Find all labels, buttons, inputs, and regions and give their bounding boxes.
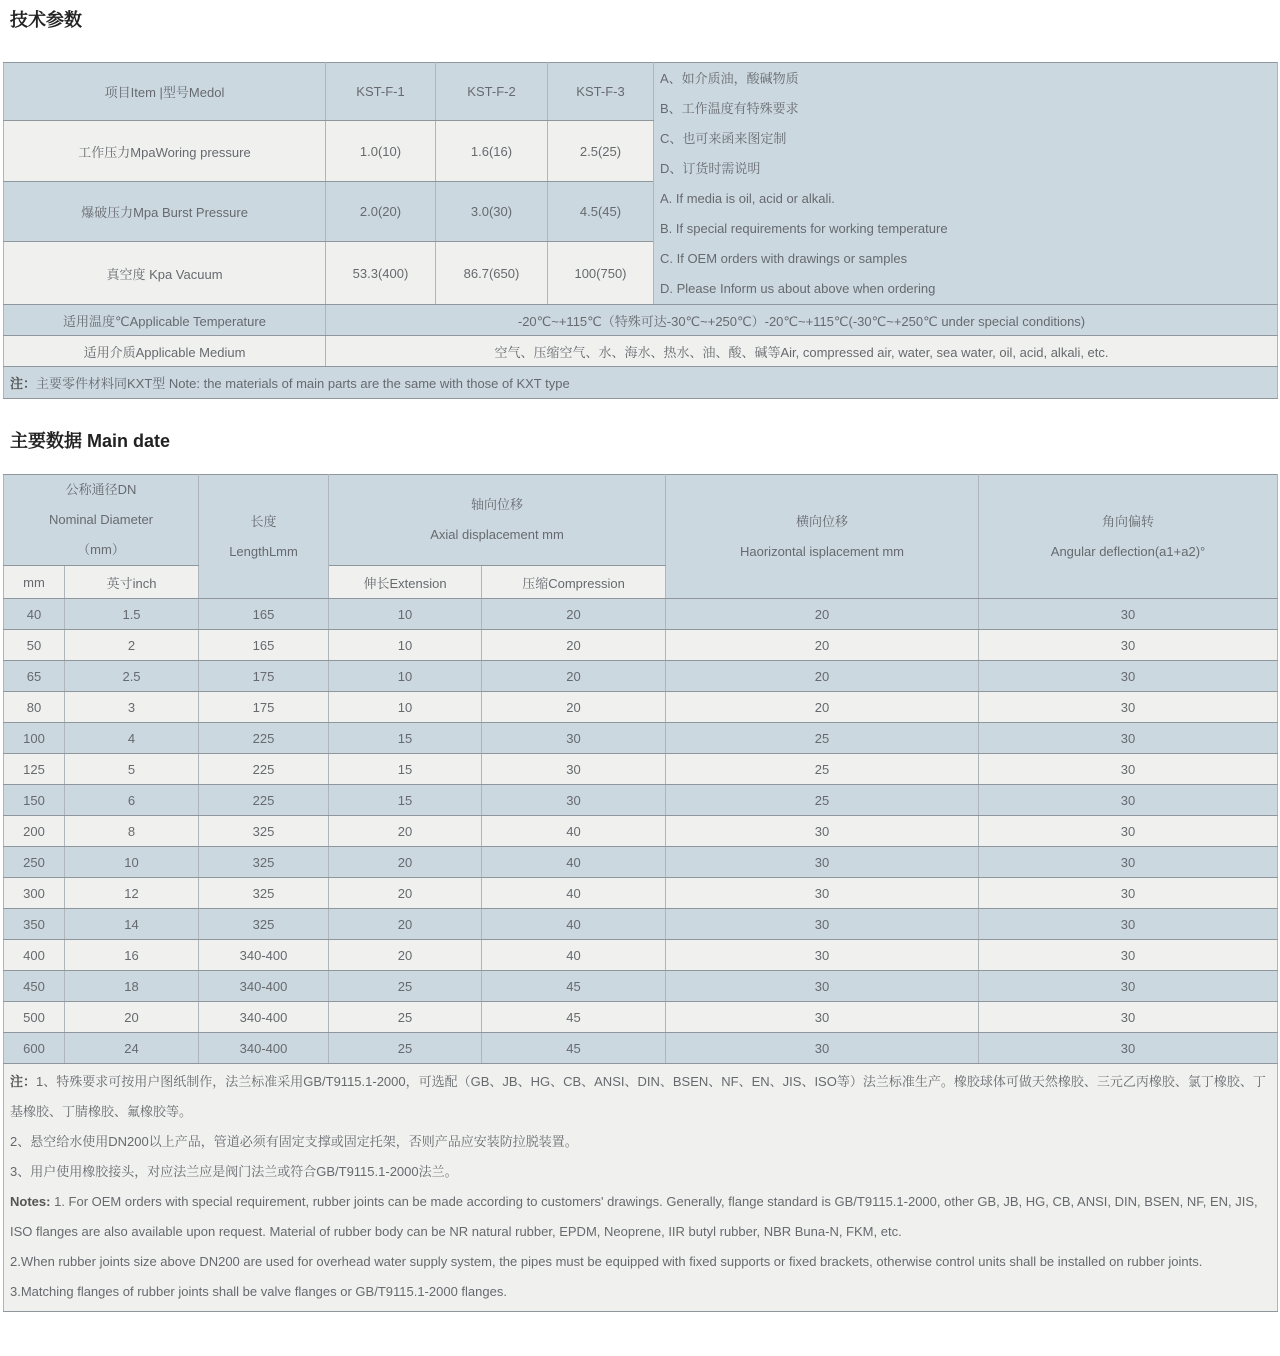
- cell-value: 400: [4, 940, 65, 971]
- cell-value: 30: [979, 692, 1278, 723]
- side-note-line: B. If special requirements for working temperature: [660, 221, 948, 236]
- cell-value: 30: [979, 599, 1278, 630]
- cell-value: 2.0(20): [326, 181, 436, 242]
- note-prefix: Notes:: [10, 1194, 51, 1209]
- side-note-line: C. If OEM orders with drawings or samples: [660, 251, 908, 266]
- cell-value: 30: [482, 754, 666, 785]
- note-prefix: 注：: [10, 376, 37, 391]
- notes-row: [4, 1064, 1278, 1312]
- cell-value: 175: [199, 692, 329, 723]
- cell-value: 40: [482, 909, 666, 940]
- cell-value: 10: [329, 599, 482, 630]
- table-row: [4, 878, 1278, 909]
- cell-value: 空气、压缩空气、水、海水、热水、油、酸、碱等Air, compressed air, water, sea water, oil, acid, alkali, etc.: [326, 336, 1278, 367]
- col-header-horizontal-displacement: [666, 475, 979, 599]
- cell-value: 30: [482, 785, 666, 816]
- note-line-cn: 注：1、特殊要求可按用户图纸制作，法兰标准采用GB/T9115.1-2000，可选配（GB、JB、HG、CB、ANSI、DIN、BSEN、NF、EN、JIS、ISO等）法兰标准生产。橡胶球体可做天然橡胶、三元乙丙橡胶、氯丁橡胶、丁基橡胶、丁腈橡胶、氟橡胶等。: [10, 1074, 1266, 1119]
- cell-value: 165: [199, 630, 329, 661]
- cell-value: 40: [4, 599, 65, 630]
- tech-table-footer-row: [4, 367, 1278, 399]
- cell-value: 16: [65, 940, 199, 971]
- header-line: 轴向位移: [471, 497, 524, 512]
- cell-value: 20: [329, 847, 482, 878]
- cell-value: 20: [482, 692, 666, 723]
- cell-value: 18: [65, 971, 199, 1002]
- cell-value: 40: [482, 847, 666, 878]
- cell-value: 65: [4, 661, 65, 692]
- side-note-line: D、订货时需说明: [660, 161, 761, 176]
- header-line: Axial displacement mm: [430, 527, 564, 542]
- cell-value: 50: [4, 630, 65, 661]
- cell-value: 25: [666, 754, 979, 785]
- side-note-line: D. Please Inform us about above when ordering: [660, 281, 936, 296]
- cell-value: 30: [666, 1033, 979, 1064]
- table-row: [4, 940, 1278, 971]
- header-line: Haorizontal isplacement mm: [740, 543, 905, 559]
- table-row-temperature: [4, 305, 1278, 336]
- col-header-length: [199, 475, 329, 599]
- cell-value: 30: [979, 816, 1278, 847]
- header-line: Nominal Diameter: [48, 512, 154, 527]
- cell-value: 175: [199, 661, 329, 692]
- cell-value: 30: [979, 971, 1278, 1002]
- header-line: 公称通径DN: [65, 482, 137, 497]
- cell-value: 20: [482, 661, 666, 692]
- header-line: LengthLmm: [229, 543, 298, 559]
- page-title-main-data: 主要数据 Main date: [10, 431, 171, 451]
- tech-header-row: [4, 63, 1278, 121]
- header-line: （mm）: [77, 542, 125, 557]
- cell-value: 10: [329, 630, 482, 661]
- note-line-cn: 3、用户使用橡胶接头，对应法兰应是阀门法兰或符合GB/T9115.1-2000法兰。: [10, 1164, 458, 1179]
- cell-value: 225: [199, 723, 329, 754]
- cell-value: 3: [65, 692, 199, 723]
- table-row: [4, 847, 1278, 878]
- header-line: 长度: [250, 513, 277, 529]
- table-row: [4, 816, 1278, 847]
- cell-value: 20: [666, 661, 979, 692]
- cell-value: 20: [65, 1002, 199, 1033]
- cell-value: 20: [666, 692, 979, 723]
- cell-value: 225: [199, 785, 329, 816]
- side-note-line: A. If media is oil, acid or alkali.: [660, 191, 835, 206]
- cell-value: 5: [65, 754, 199, 785]
- side-notes-cell: [654, 63, 1278, 305]
- note-line-en: 2.When rubber joints size above DN200 are used for overhead water supply system, the pipes must be equipped with fixed supports or fixed brackets, otherwise control units shall be installed on rubber joints.: [10, 1254, 1203, 1269]
- cell-value: 340-400: [199, 940, 329, 971]
- model-header-kst-f-3: KST-F-3: [548, 63, 654, 121]
- table-row: [4, 971, 1278, 1002]
- cell-value: 350: [4, 909, 65, 940]
- cell-value: 10: [329, 661, 482, 692]
- cell-value: 20: [329, 816, 482, 847]
- cell-value: 450: [4, 971, 65, 1002]
- main-header-row: [4, 475, 1278, 566]
- cell-value: 1.5: [65, 599, 199, 630]
- cell-value: 30: [666, 940, 979, 971]
- cell-value: 225: [199, 754, 329, 785]
- cell-value: 30: [666, 1002, 979, 1033]
- cell-value: 2.5(25): [548, 121, 654, 182]
- cell-value: 3.0(30): [436, 181, 548, 242]
- cell-value: 80: [4, 692, 65, 723]
- notes-cell: [4, 1064, 1278, 1312]
- cell-value: 15: [329, 723, 482, 754]
- row-label: 适用温度℃Applicable Temperature: [4, 305, 326, 336]
- cell-value: 250: [4, 847, 65, 878]
- cell-value: 30: [979, 661, 1278, 692]
- cell-value: 20: [329, 909, 482, 940]
- cell-value: 14: [65, 909, 199, 940]
- cell-value: 6: [65, 785, 199, 816]
- cell-value: 600: [4, 1033, 65, 1064]
- cell-value: 4.5(45): [548, 181, 654, 242]
- cell-value: 10: [329, 692, 482, 723]
- cell-value: 125: [4, 754, 65, 785]
- cell-value: 340-400: [199, 1002, 329, 1033]
- cell-value: 40: [482, 816, 666, 847]
- cell-value: 25: [329, 1033, 482, 1064]
- table-row: [4, 785, 1278, 816]
- cell-value: 8: [65, 816, 199, 847]
- cell-value: 300: [4, 878, 65, 909]
- table-row: [4, 630, 1278, 661]
- table-row: [4, 661, 1278, 692]
- cell-value: -20℃~+115℃（特殊可达-30℃~+250℃）-20℃~+115℃(-30℃~+250℃ under special conditions): [326, 305, 1278, 336]
- cell-value: 15: [329, 785, 482, 816]
- cell-value: 165: [199, 599, 329, 630]
- cell-value: 30: [979, 878, 1278, 909]
- note-line-cn: 2、悬空给水使用DN200以上产品，管道必须有固定支撑或固定托架，否则产品应安装防拉脱装置。: [10, 1134, 578, 1149]
- main-data-table: [3, 474, 1278, 1312]
- side-note-line: B、工作温度有特殊要求: [660, 101, 799, 116]
- cell-value: 30: [666, 909, 979, 940]
- col-subheader-extension: 伸长Extension: [329, 566, 482, 599]
- cell-value: 200: [4, 816, 65, 847]
- cell-value: 4: [65, 723, 199, 754]
- cell-value: 150: [4, 785, 65, 816]
- model-header-kst-f-1: KST-F-1: [326, 63, 436, 121]
- tech-table: [3, 62, 1278, 399]
- cell-value: 53.3(400): [326, 242, 436, 305]
- cell-value: 30: [979, 847, 1278, 878]
- side-note-line: A、如介质油，酸碱物质: [660, 71, 799, 86]
- row-label: 爆破压力Mpa Burst Pressure: [4, 181, 326, 242]
- cell-value: 325: [199, 909, 329, 940]
- table-row-medium: [4, 336, 1278, 367]
- cell-value: 30: [979, 723, 1278, 754]
- table-row: [4, 909, 1278, 940]
- cell-value: 30: [666, 816, 979, 847]
- note-text: 主要零件材料同KXT型 Note: the materials of main parts are the same with those of KXT type: [36, 376, 570, 391]
- cell-value: 40: [482, 878, 666, 909]
- col-header-angular-deflection: [979, 475, 1278, 599]
- cell-value: 30: [979, 909, 1278, 940]
- cell-value: 25: [666, 723, 979, 754]
- cell-value: 86.7(650): [436, 242, 548, 305]
- col-subheader-mm: mm: [4, 566, 65, 599]
- cell-value: 30: [666, 847, 979, 878]
- cell-value: 20: [329, 940, 482, 971]
- cell-value: 30: [666, 971, 979, 1002]
- cell-value: 30: [979, 630, 1278, 661]
- cell-value: 340-400: [199, 971, 329, 1002]
- main-table-body: [4, 599, 1278, 1064]
- cell-value: 45: [482, 1033, 666, 1064]
- note-prefix: 注：: [10, 1074, 37, 1089]
- cell-value: 20: [482, 599, 666, 630]
- cell-value: 25: [329, 971, 482, 1002]
- cell-value: 40: [482, 940, 666, 971]
- note-line-en: 3.Matching flanges of rubber joints shall be valve flanges or GB/T9115.1-2000 flanges.: [10, 1284, 507, 1299]
- tech-header-item-label: 项目Item |型号Medol: [4, 63, 326, 121]
- header-line: 角向偏转: [1102, 513, 1155, 529]
- cell-value: 1.6(16): [436, 121, 548, 182]
- cell-value: 325: [199, 847, 329, 878]
- cell-value: 45: [482, 1002, 666, 1033]
- table-row: [4, 692, 1278, 723]
- cell-value: 2.5: [65, 661, 199, 692]
- cell-value: 30: [979, 1033, 1278, 1064]
- cell-value: 45: [482, 971, 666, 1002]
- cell-value: 24: [65, 1033, 199, 1064]
- cell-value: 100: [4, 723, 65, 754]
- cell-value: 30: [482, 723, 666, 754]
- cell-value: 325: [199, 878, 329, 909]
- row-label: 适用介质Applicable Medium: [4, 336, 326, 367]
- table-row: [4, 599, 1278, 630]
- row-label: 工作压力MpaWoring pressure: [4, 121, 326, 182]
- cell-value: 340-400: [199, 1033, 329, 1064]
- cell-value: 10: [65, 847, 199, 878]
- page-title-tech-params: 技术参数: [10, 10, 82, 30]
- model-header-kst-f-2: KST-F-2: [436, 63, 548, 121]
- col-header-axial-displacement: [329, 475, 666, 566]
- cell-value: 30: [979, 940, 1278, 971]
- cell-value: 20: [666, 599, 979, 630]
- row-label: 真空度 Kpa Vacuum: [4, 242, 326, 305]
- cell-value: 500: [4, 1002, 65, 1033]
- cell-value: 25: [329, 1002, 482, 1033]
- col-subheader-compression: 压缩Compression: [482, 566, 666, 599]
- cell-value: 30: [979, 1002, 1278, 1033]
- cell-value: 100(750): [548, 242, 654, 305]
- cell-value: 25: [666, 785, 979, 816]
- cell-value: 15: [329, 754, 482, 785]
- cell-value: 1.0(10): [326, 121, 436, 182]
- table-row: [4, 723, 1278, 754]
- cell-value: 20: [482, 630, 666, 661]
- table-row: [4, 1033, 1278, 1064]
- side-note-line: C、也可来函来图定制: [660, 131, 787, 146]
- cell-value: 30: [666, 878, 979, 909]
- cell-value: 30: [979, 754, 1278, 785]
- cell-value: 12: [65, 878, 199, 909]
- cell-value: 20: [666, 630, 979, 661]
- note-line-en: Notes: 1. For OEM orders with special requirement, rubber joints can be made according to customers' drawings. Generally, flange standard is GB/T9115.1-2000, other GB, JB, HG, CB, ANSI, DIN, BSEN, NF, EN, JIS, ISO flanges are also available upon request. Material of rubber body can be NR natural rubber, EPDM, Neoprene, IIR butyl rubber, NBR Buna-N, FKM, etc.: [10, 1194, 1258, 1239]
- header-line: Angular deflection(a1+a2)°: [1050, 543, 1206, 559]
- cell-value: 30: [979, 785, 1278, 816]
- table-row: [4, 1002, 1278, 1033]
- tech-table-footer-note: [4, 367, 1278, 399]
- cell-value: 325: [199, 816, 329, 847]
- cell-value: 2: [65, 630, 199, 661]
- table-row: [4, 754, 1278, 785]
- col-header-nominal-diameter: [4, 475, 199, 566]
- cell-value: 20: [329, 878, 482, 909]
- header-line: 横向位移: [796, 513, 849, 529]
- col-subheader-inch: 英寸inch: [65, 566, 199, 599]
